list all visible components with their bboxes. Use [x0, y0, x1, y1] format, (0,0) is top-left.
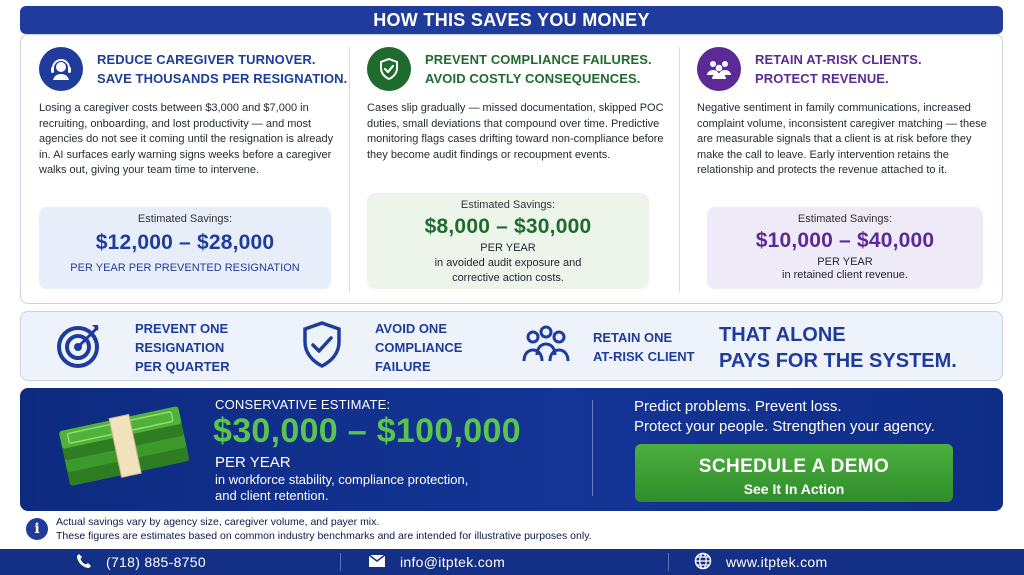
pitch-text: [634, 397, 935, 437]
strip-conclusion-line2: PAYS FOR THE SYSTEM.: [719, 350, 957, 372]
strip-item-compliance: [299, 312, 462, 382]
globe-icon: [694, 552, 712, 573]
benefit-description: Cases slip gradually — missed documentation, skipped POC duties, small deviations that compound over time. Predictive monitoring flags cases drifting toward non-compliance before they become audit findings or recoupment events.: [367, 102, 664, 161]
savings-amount: $12,000 – $28,000: [95, 231, 275, 254]
benefits-panel: [20, 34, 1003, 304]
target-arrow-icon: [55, 320, 105, 375]
savings-box: [707, 207, 983, 289]
pitch-line1: Predict problems. Prevent loss.: [634, 398, 842, 415]
people-group-icon: [697, 47, 741, 91]
savings-label: Estimated Savings:: [137, 213, 233, 225]
strip-line: FAILURE: [375, 358, 431, 374]
website-url: www.itptek.com: [726, 554, 828, 570]
benefit-title-line1: RETAIN AT-RISK CLIENTS.: [755, 52, 922, 67]
benefit-title-line1: REDUCE CAREGIVER TURNOVER.: [97, 52, 316, 67]
benefit-compliance: [349, 35, 679, 303]
disclaimer: [26, 515, 592, 543]
footer-divider: [340, 553, 341, 571]
section-header: [20, 6, 1003, 34]
benefit-title-line1: PREVENT COMPLIANCE FAILURES.: [425, 52, 652, 67]
savings-box: [39, 207, 331, 289]
benefit-heading: [367, 47, 652, 91]
benefit-retention: [679, 35, 1003, 303]
savings-label: Estimated Savings:: [797, 213, 893, 225]
footer-phone[interactable]: [76, 549, 206, 575]
schedule-demo-button[interactable]: [635, 444, 953, 502]
disclaimer-line1: Actual savings vary by agency size, caregiver volume, and payer mix.: [56, 516, 380, 528]
benefit-title-line2: PROTECT REVENUE.: [755, 71, 889, 86]
estimate-unit: PER YEAR: [215, 454, 291, 471]
section-title: HOW THIS SAVES YOU MONEY: [373, 9, 650, 30]
phone-number: (718) 885-8750: [106, 554, 206, 570]
cta-main-label: SCHEDULE A DEMO: [698, 456, 890, 477]
estimate-note: [215, 472, 468, 504]
benefit-heading: [39, 47, 347, 91]
info-icon: i: [26, 518, 48, 540]
benefit-description: Negative sentiment in family communications, increased complaint volume, inconsistent caregiver matching — these are measurable signals that a client is at risk before they make the call to leave. Early intervention retains the relationship and protects the revenue attached to it.: [697, 102, 987, 176]
strip-line: PER QUARTER: [135, 358, 230, 374]
savings-unit: PER YEAR: [480, 242, 536, 254]
savings-label: Estimated Savings:: [460, 199, 556, 211]
mail-icon: [368, 554, 386, 571]
strip-conclusion-line1: THAT ALONE: [719, 324, 846, 346]
disclaimer-line2: These figures are estimates based on common industry benchmarks and are intended for illustrative purposes only.: [56, 530, 592, 542]
email-address: info@itptek.com: [400, 554, 506, 570]
strip-line: RETAIN ONE: [593, 330, 673, 345]
savings-note: in retained client revenue.: [782, 269, 908, 281]
benefit-heading: [697, 47, 922, 91]
strip-line: AT-RISK CLIENT: [593, 349, 695, 364]
estimate-label: CONSERVATIVE ESTIMATE:: [215, 397, 391, 412]
strip-line: PREVENT ONE: [135, 320, 229, 336]
benefit-turnover: [21, 35, 349, 303]
footer-email[interactable]: [368, 549, 505, 575]
estimate-banner: [20, 388, 1003, 511]
strip-line: AVOID ONE: [375, 320, 447, 336]
money-stack-icon: [50, 398, 200, 507]
footer-website[interactable]: [694, 549, 827, 575]
savings-amount: $10,000 – $40,000: [755, 229, 935, 252]
savings-box: [367, 193, 649, 289]
strip-line: RESIGNATION: [135, 339, 225, 355]
cta-sub-label: See It In Action: [743, 481, 845, 497]
strip-conclusion: [719, 322, 957, 374]
phone-icon: [76, 553, 92, 572]
headset-person-icon: [39, 47, 83, 91]
strip-item-resignation: [55, 312, 230, 382]
shield-check-icon: [367, 47, 411, 91]
pitch-line2: Protect your people. Strengthen your agency.: [634, 418, 935, 435]
shield-outline-check-icon: [299, 319, 345, 376]
savings-amount: $8,000 – $30,000: [424, 215, 592, 238]
estimate-amount: $30,000 – $100,000: [213, 412, 521, 450]
footer-divider: [668, 553, 669, 571]
benefit-description: Losing a caregiver costs between $3,000 and $7,000 in recruiting, onboarding, and lost productivity — and most agencies do not see it coming until the resignation is already in. AI surfaces early warning signs weeks before a caregiver walks out, giving your team time to intervene.: [39, 102, 334, 176]
estimate-divider: [592, 400, 593, 496]
estimate-note-line1: in workforce stability, compliance protection,: [215, 472, 469, 487]
benefit-title-line2: SAVE THOUSANDS PER RESIGNATION.: [97, 71, 348, 86]
savings-note: in avoided audit exposure and corrective action costs.: [434, 257, 582, 284]
savings-unit: PER YEAR: [817, 256, 873, 268]
people-outline-icon: [521, 325, 571, 370]
summary-strip: [20, 311, 1003, 381]
savings-unit: PER YEAR PER PREVENTED RESIGNATION: [70, 262, 300, 274]
strip-line: COMPLIANCE: [375, 339, 463, 355]
strip-item-client: [521, 312, 695, 382]
estimate-note-line2: and client retention.: [215, 488, 329, 503]
benefit-title-line2: AVOID COSTLY CONSEQUENCES.: [425, 71, 641, 86]
footer-bar: [0, 549, 1024, 575]
